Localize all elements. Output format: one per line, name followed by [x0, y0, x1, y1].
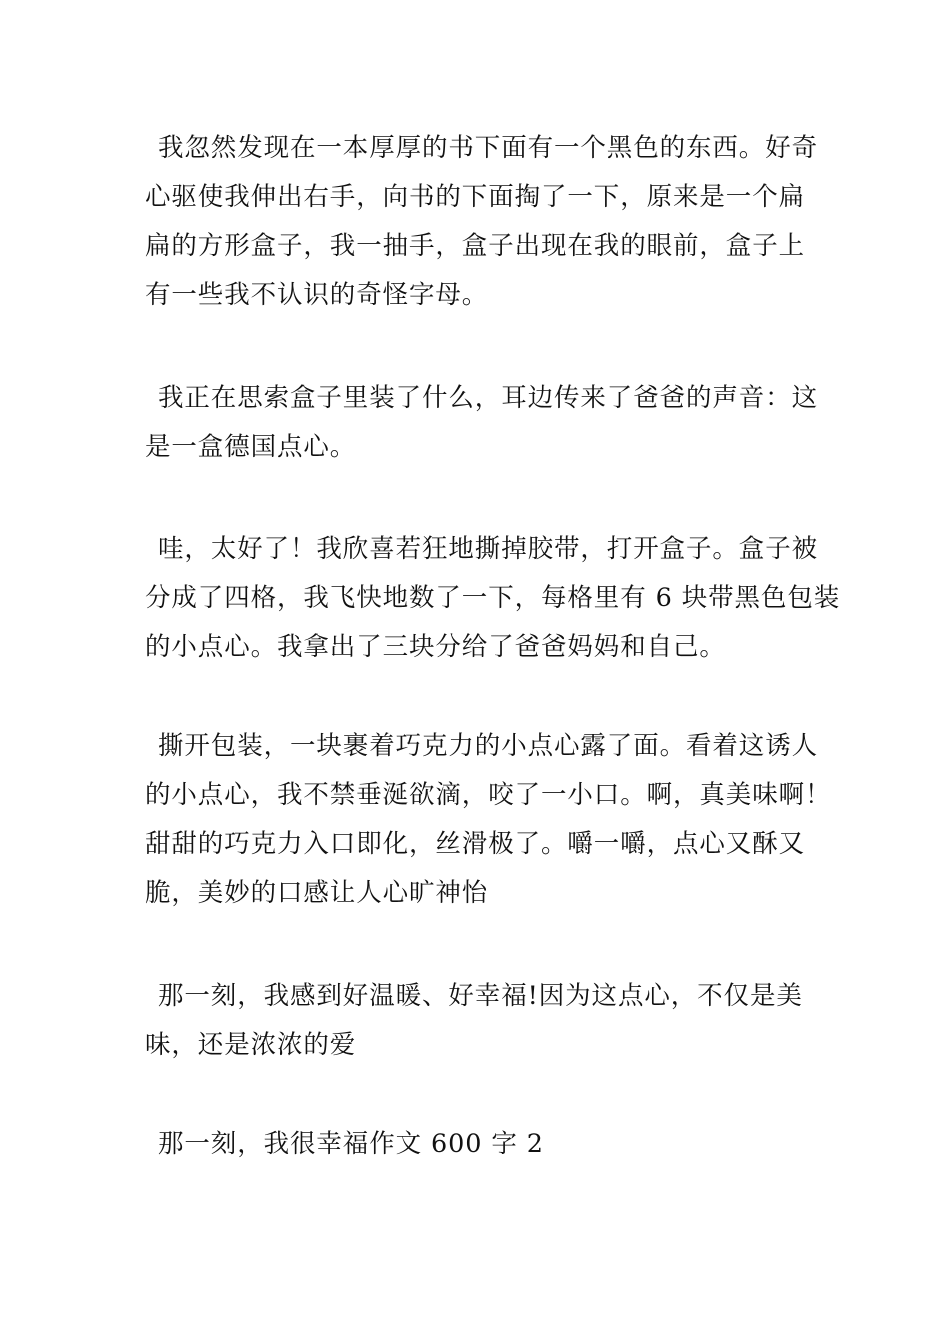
text-line: 脆，美妙的口感让人心旷神怡 [145, 878, 489, 908]
paragraph-tasting [145, 722, 832, 918]
text-line: 心驱使我伸出右手，向书的下面掏了一下，原来是一个扁 [145, 182, 806, 212]
text-line: 的小点心，我不禁垂涎欲滴，咬了一小口。啊，真美味啊！ [145, 780, 832, 810]
text-line: 撕开包装，一块裹着巧克力的小点心露了面。看着这诱人 [158, 731, 819, 761]
text-line: 那一刻，我很幸福作文 600 字 2 [158, 1129, 544, 1159]
text-line: 的小点心。我拿出了三块分给了爸爸妈妈和自己。 [145, 632, 726, 662]
text-line: 那一刻，我感到好温暖、好幸福!因为这点心，不仅是美 [158, 981, 803, 1011]
text-line: 有一些我不认识的奇怪字母。 [145, 280, 489, 310]
paragraph-opening-box [145, 525, 841, 672]
essay-heading [145, 1120, 815, 1169]
text-line: 我正在思索盒子里装了什么，耳边传来了爸爸的声音：这 [158, 383, 819, 413]
text-line: 我忽然发现在一本厚厚的书下面有一个黑色的东西。好奇 [158, 133, 819, 163]
paragraph-discovery [145, 124, 819, 320]
text-line: 分成了四格，我飞快地数了一下，每格里有 6 块带黑色包装 [145, 583, 841, 613]
text-line: 味，还是浓浓的爱 [145, 1030, 357, 1060]
text-line: 甜甜的巧克力入口即化，丝滑极了。嚼一嚼，点心又酥又 [145, 829, 806, 859]
text-line: 哇，太好了！我欣喜若狂地撕掉胶带，打开盒子。盒子被 [158, 534, 819, 564]
text-line: 是一盒德国点心。 [145, 432, 357, 462]
paragraph-happiness [145, 972, 815, 1070]
text-line: 扁的方形盒子，我一抽手，盒子出现在我的眼前，盒子上 [145, 231, 806, 261]
paragraph-fathers-voice [145, 374, 819, 472]
